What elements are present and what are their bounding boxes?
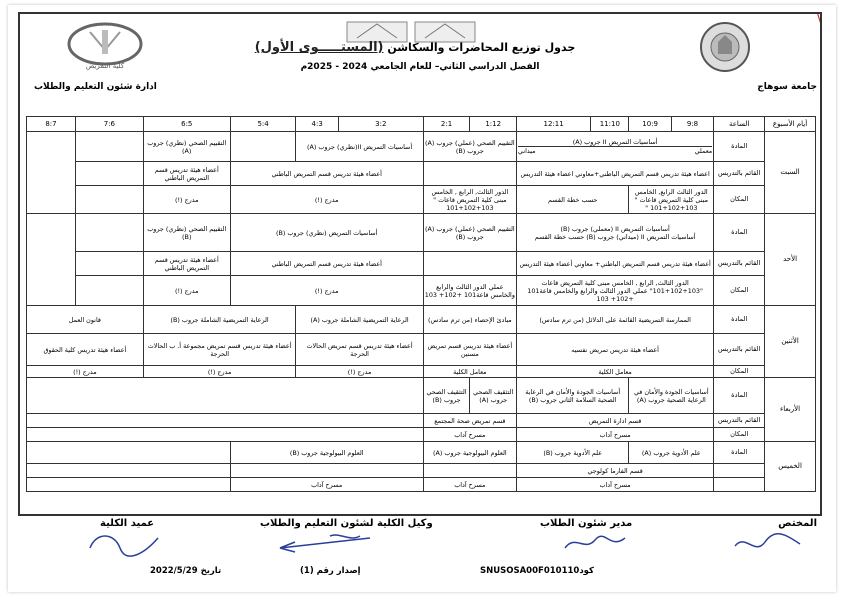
- table-row: [27, 162, 816, 186]
- table-cell: [27, 214, 76, 306]
- table-row: [27, 334, 816, 366]
- table-cell: علم الأدوية جروب (B): [517, 442, 629, 464]
- table-cell: مبادئ الإحصاء (من ترم سادس): [423, 306, 516, 334]
- table-row: [27, 478, 816, 492]
- affairs-signature: [560, 528, 630, 558]
- table-row: [27, 464, 816, 478]
- row-label: القائم بالتدريس: [714, 334, 765, 366]
- table-row: [27, 442, 816, 464]
- table-cell: [230, 132, 296, 162]
- table-cell: [75, 276, 143, 306]
- table-cell: [423, 252, 516, 276]
- table-cell: أعضاء هيئة تدريس قسم التمريض الباطني: [143, 252, 230, 276]
- table-cell: معامل الكلية: [517, 366, 714, 378]
- university-name: جامعة سوهاج: [757, 82, 817, 92]
- table-cell: التقييم الصحي (نظري) جروب (A): [143, 132, 230, 162]
- row-label: المكان: [714, 276, 765, 306]
- table-cell: مدرج (!): [230, 276, 423, 306]
- row-label: المكان: [714, 366, 765, 378]
- table-cell: [517, 132, 714, 162]
- table-cell: حسب خطة القسم: [517, 186, 629, 214]
- row-label: [714, 478, 765, 492]
- table-cell: [230, 464, 423, 478]
- table-cell: العلوم البيولوجية جروب (B): [230, 442, 423, 464]
- table-cell: مسرح آداب: [517, 478, 714, 492]
- title-prefix: جدول توزيع المحاضرات والسكاشن: [387, 41, 576, 54]
- table-row: [27, 276, 816, 306]
- table-cell: [27, 442, 231, 464]
- table-row: [27, 366, 816, 378]
- row-label: المكان: [714, 428, 765, 442]
- table-cell: مدرج (!): [143, 186, 230, 214]
- document-code: SNUSOSA00F010110كود: [480, 566, 594, 576]
- table-cell: التثقيف الصحي جروب (A): [470, 378, 517, 414]
- dean-label: عميد الكلية: [100, 518, 155, 529]
- vice-dean-signature: [270, 530, 380, 556]
- table-cell: مسرح آداب: [230, 478, 423, 492]
- table-cell: [423, 162, 516, 186]
- table-row: [27, 378, 816, 414]
- table-cell: التقييم الصحي (نظري) جروب (B): [143, 214, 230, 252]
- table-cell: [75, 186, 143, 214]
- table-row: [27, 428, 816, 442]
- table-cell: [517, 214, 714, 252]
- table-cell: الدور الثالث, الرابع , الخامس مبنى كلية التمريض قاعات "103+102+101" عملي الدور الثالث والرابع والخامس قاعة101 +102+ 103: [517, 276, 714, 306]
- table-cell: [27, 414, 424, 428]
- table-cell: الدور الثالث, الرابع , الخامس مبنى كلية التمريض قاعات " 103+102+101: [423, 186, 516, 214]
- table-cell: الدور الثالث الرابع, الخامس مبنى كلية التمريض قاعات " 103+102+101 ": [629, 186, 714, 214]
- svg-text:كلية التمريض: كلية التمريض: [85, 62, 125, 70]
- table-cell: أعضاء هيئة تدريس تمريض نفسيه: [517, 334, 714, 366]
- table-cell: أساسيات التمريض II(نظري) جروب (A): [296, 132, 423, 162]
- table-cell: [75, 252, 143, 276]
- col-header: 5:4: [230, 117, 296, 132]
- table-cell: مدرج (!): [143, 276, 230, 306]
- col-header: 4:3: [296, 117, 338, 132]
- table-row: [27, 306, 816, 334]
- col-header: 7:6: [75, 117, 143, 132]
- table-cell: معامل الكلية: [423, 366, 516, 378]
- table-cell: [27, 478, 231, 492]
- cell-text: أساسيات التمريض II (معملي) جروب (B): [560, 224, 670, 233]
- table-row: [27, 414, 816, 428]
- table-cell: قسم الفارما كولوجي: [517, 464, 714, 478]
- col-header: 12:11: [517, 117, 591, 132]
- table-cell: أعضاء هيئة تدريس قسم التمريض الباطني+ معاوني أعضاء هيئة التدريس: [517, 252, 714, 276]
- department-name: ادارة شئون التعليم والطلاب: [34, 82, 157, 92]
- table-cell: عملي الدور الثالث والرابع والخامس قاعة101 +102+ 103: [423, 276, 516, 306]
- issue-date: 2022/5/29 تاريخ: [150, 566, 222, 576]
- title-level: (المستـــــوى الأول): [254, 40, 384, 55]
- table-cell: أساسيات الجودة والأمان في الرعاية الصحية جروب (A): [629, 378, 714, 414]
- cell-text: أساسيات التمريض II جروب (A): [572, 138, 658, 146]
- table-cell: أعضاء هيئة تدريس قسم التمريض الباطني: [143, 162, 230, 186]
- table-cell: أعضاء هيئة تدريس قسم التمريض الباطني: [230, 252, 423, 276]
- table-cell: الرعاية التمريضية الشاملة جروب (B): [143, 306, 296, 334]
- table-cell: مدرج (!): [296, 366, 423, 378]
- day-cell: الأحد: [765, 214, 816, 306]
- table-cell: مسرح آداب: [423, 428, 516, 442]
- row-label: القائم بالتدريس: [714, 252, 765, 276]
- table-cell: أعضاء هيئة تدريس كلية الحقوق: [27, 334, 144, 366]
- col-header: الساعة: [714, 117, 765, 132]
- col-header: 3:2: [338, 117, 423, 132]
- row-label: المادة: [714, 306, 765, 334]
- table-cell: [75, 162, 143, 186]
- table-cell: أعضاء هيئة تدريس قسم تمريض مسنين: [423, 334, 516, 366]
- row-label: المادة: [714, 214, 765, 252]
- row-label: المادة: [714, 132, 765, 162]
- cell-text: أساسيات التمريض II (ميداني) جروب (B) حسب خطة القسم: [534, 232, 696, 241]
- table-cell: أعضاء هيئة تدريس قسم تمريض مجموعة أ. ب الحالات الحرجة: [143, 334, 296, 366]
- table-cell: أساسيات التمريض (نظري) جروب (B): [230, 214, 423, 252]
- table-row: [27, 214, 816, 252]
- issue-number: إصدار رقم (1): [300, 566, 361, 576]
- specialist-signature: [730, 528, 805, 558]
- row-label: المادة: [714, 442, 765, 464]
- table-cell: العلوم البيولوجية جروب (A): [423, 442, 516, 464]
- table-cell: قانون العمل: [27, 306, 144, 334]
- table-cell: علم الأدوية جروب (A): [629, 442, 714, 464]
- row-label: المادة: [714, 378, 765, 414]
- dean-signature: [84, 528, 164, 558]
- table-cell: قسم ادارة التمريض: [517, 414, 714, 428]
- table-cell: مدرج (!): [143, 366, 296, 378]
- table-cell: [27, 464, 231, 478]
- col-header: 10:9: [629, 117, 671, 132]
- university-logo: [690, 20, 760, 74]
- cell-text: ميداني: [518, 147, 536, 155]
- table-cell: أعضاء هيئة تدريس قسم التمريض الباطني: [230, 162, 423, 186]
- table-cell: مسرح آداب: [517, 428, 714, 442]
- table-cell: الرعاية التمريضية الشاملة جروب (A): [296, 306, 423, 334]
- table-cell: [75, 214, 143, 252]
- table-cell: اعضاء هيئة تدريس قسم التمريض الباطني+معاوني اعضاء هيئة التدريس: [517, 162, 714, 186]
- row-label: القائم بالتدريس: [714, 162, 765, 186]
- table-cell: [27, 428, 424, 442]
- table-cell: التقييم الصحي (عملي) جروب (A) جروب (B): [423, 214, 516, 252]
- table-row: [27, 252, 816, 276]
- table-cell: [27, 132, 76, 214]
- vice-dean-label: وكيل الكلية لشئون التعليم والطلاب: [260, 518, 433, 529]
- col-header: 6:5: [143, 117, 230, 132]
- faculty-logo: [60, 20, 150, 72]
- specialist-label: المختص: [778, 518, 817, 529]
- day-cell: الخميس: [765, 442, 816, 492]
- table-cell: أعضاء هيئة تدريس قسم تمريض الحالات الحرجة: [296, 334, 423, 366]
- table-cell: أساسيات الجودة والأمان في الرعاية الصحية السلامة الثاني جروب (B): [517, 378, 629, 414]
- table-cell: [75, 132, 143, 162]
- col-header: 8:7: [27, 117, 76, 132]
- day-cell: الأربعاء: [765, 378, 816, 442]
- table-cell: [27, 378, 424, 414]
- cell-text: معملي: [694, 147, 713, 155]
- corner-mark: \: [816, 9, 822, 28]
- table-cell: مسرح آداب: [423, 478, 516, 492]
- row-label: المكان: [714, 186, 765, 214]
- header-row: [27, 117, 816, 132]
- table-row: [27, 186, 816, 214]
- table-cell: مدرج (!): [230, 186, 423, 214]
- table-cell: الممارسة التمريضية القائمة على الدلائل (من ترم سادس): [517, 306, 714, 334]
- schedule-table: [26, 116, 816, 492]
- table-cell: التثقيف الصحي جروب (B): [423, 378, 470, 414]
- col-header: 11:10: [591, 117, 629, 132]
- col-header: 2:1: [423, 117, 470, 132]
- affairs-manager-label: مدير شئون الطلاب: [540, 518, 633, 529]
- day-cell: الأثنين: [765, 306, 816, 378]
- table-cell: قسم تمريض صحة المجتمع: [423, 414, 516, 428]
- table-cell: التقييم الصحي (عملي) جروب (A) جروب (B): [423, 132, 516, 162]
- col-header: 1:12: [470, 117, 517, 132]
- col-header: أيام الأسبوع: [765, 117, 816, 132]
- table-cell: مدرج (!): [27, 366, 144, 378]
- semester-subtitle: الفصل الدراسي الثاني– للعام الجامعي 2024 - 2025م: [300, 62, 540, 72]
- day-cell: السبت: [765, 132, 816, 214]
- row-label: [714, 464, 765, 478]
- schedule-title: [250, 40, 580, 55]
- table-cell: [423, 464, 516, 478]
- table-row: [27, 132, 816, 162]
- col-header: 9:8: [671, 117, 713, 132]
- row-label: القائم بالتدريس: [714, 414, 765, 428]
